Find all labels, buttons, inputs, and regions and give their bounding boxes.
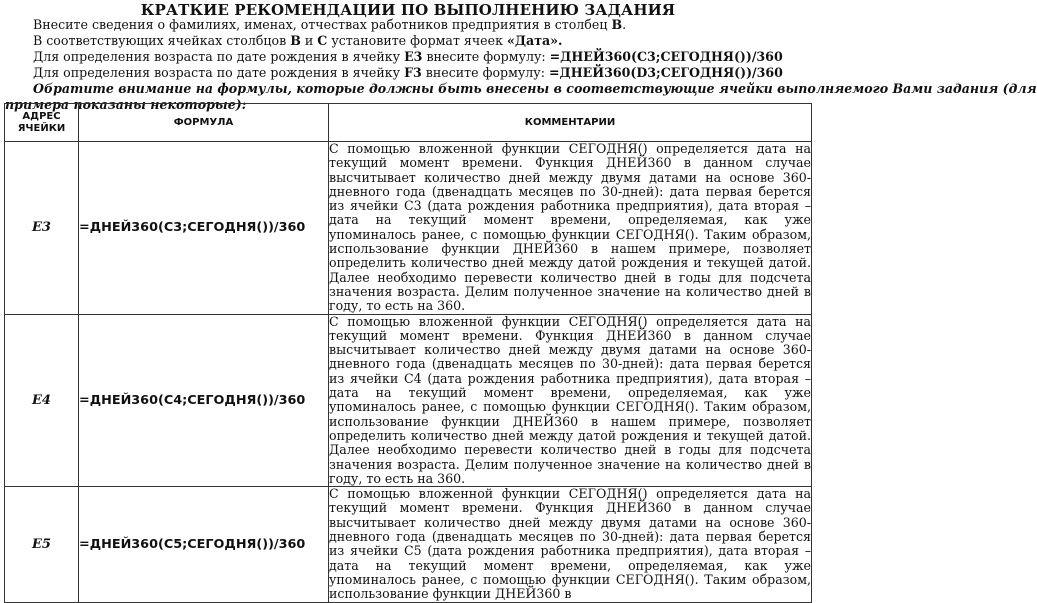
cell-formula: =ДНЕЙ360(С5;СЕГОДНЯ())/360	[79, 487, 329, 602]
cell-address: Е5	[5, 487, 79, 602]
instruction-line-1: Внесите сведения о фамилиях, именах, отчествах работников предприятия в столбец В.	[33, 17, 627, 32]
cell-comment: С помощью вложенной функции СЕГОДНЯ() определяется дата на текущий момент времени. Функция ДНЕЙ360 в данном случае высчитывает количество дней между двумя датами на основе 360-дневного года (двенадцать месяцев по 30-дней): дата первая берется из ячейки С5 (дата рождения работника предприятия), дата вторая – дата на текущий момент времени, определяемая, как уже упоминалось ранее, с помощью функции СЕГОДНЯ(). Таким образом, использование функции ДНЕЙ360 в	[329, 486, 811, 602]
cell-comment: С помощью вложенной функции СЕГОДНЯ() определяется дата на текущий момент времени. Функция ДНЕЙ360 в данном случае высчитывает количество дней между двумя датами на основе 360-дневного года (двенадцать месяцев по 30-дней): дата первая берется из ячейки С4 (дата рождения работника предприятия), дата вторая – дата на текущий момент времени, определяемая, как уже упоминалось ранее, с помощью функции СЕГОДНЯ(). Таким образом, использование функции ДНЕЙ360 в нашем примере, позволяет определить количество дней между датой рождения и текущей датой. Далее необходимо перевести количество дней в годы для подсчета значения возраста. Делим полученное значение на количество дней в году, то есть на 360.	[329, 313, 811, 486]
instructions	[5, 17, 1037, 113]
cell-address: Е4	[5, 314, 79, 487]
header-cell-formula: ФОРМУЛА	[79, 104, 329, 142]
header-cell-comments: КОММЕНТАРИИ	[329, 104, 812, 142]
page-title: КРАТКИЕ РЕКОМЕНДАЦИИ ПО ВЫПОЛНЕНИЮ ЗАДАНИЯ	[140, 1, 676, 19]
instruction-line-2: В соответствующих ячейках столбцов В и С установите формат ячеек «Дата».	[33, 33, 563, 48]
table-row	[5, 314, 812, 487]
instruction-line-3: Для определения возраста по дате рождения в ячейку Е3 внесите формулу: =ДНЕЙ360(С3;СЕГОДНЯ())/360	[33, 49, 783, 64]
table-row	[5, 142, 812, 315]
cell-formula: =ДНЕЙ360(С3;СЕГОДНЯ())/360	[79, 142, 329, 315]
cell-formula: =ДНЕЙ360(С4;СЕГОДНЯ())/360	[79, 314, 329, 487]
cell-comment: С помощью вложенной функции СЕГОДНЯ() определяется дата на текущий момент времени. Функция ДНЕЙ360 в данном случае высчитывает количество дней между двумя датами на основе 360-дневного года (двенадцать месяцев по 30-дней): дата первая берется из ячейки С3 (дата рождения работника предприятия), дата вторая – дата на текущий момент времени, определяемая, как уже упоминалось ранее, с помощью функции СЕГОДНЯ(). Таким образом, использование функции ДНЕЙ360 в нашем примере, позволяет определить количество дней между датой рождения и текущей датой. Далее необходимо перевести количество дней в годы для подсчета значения возраста. Делим полученное значение на количество дней в году, то есть на 360.	[329, 141, 811, 314]
formula-table	[4, 103, 812, 603]
table-header-row	[5, 104, 812, 142]
cell-address: Е3	[5, 142, 79, 315]
note-line-2: примера показаны некоторые):	[5, 97, 247, 112]
header-cell-address: АДРЕС ЯЧЕЙКИ	[5, 104, 79, 142]
note-line-1: Обратите внимание на формулы, которые должны быть внесены в соответствующие ячейки выполняемого Вами задания (для	[33, 81, 1037, 96]
instruction-line-4: Для определения возраста по дате рождения в ячейку F3 внесите формулу: =ДНЕЙ360(D3;СЕГОДНЯ())/360	[33, 65, 783, 80]
table-row	[5, 487, 812, 602]
